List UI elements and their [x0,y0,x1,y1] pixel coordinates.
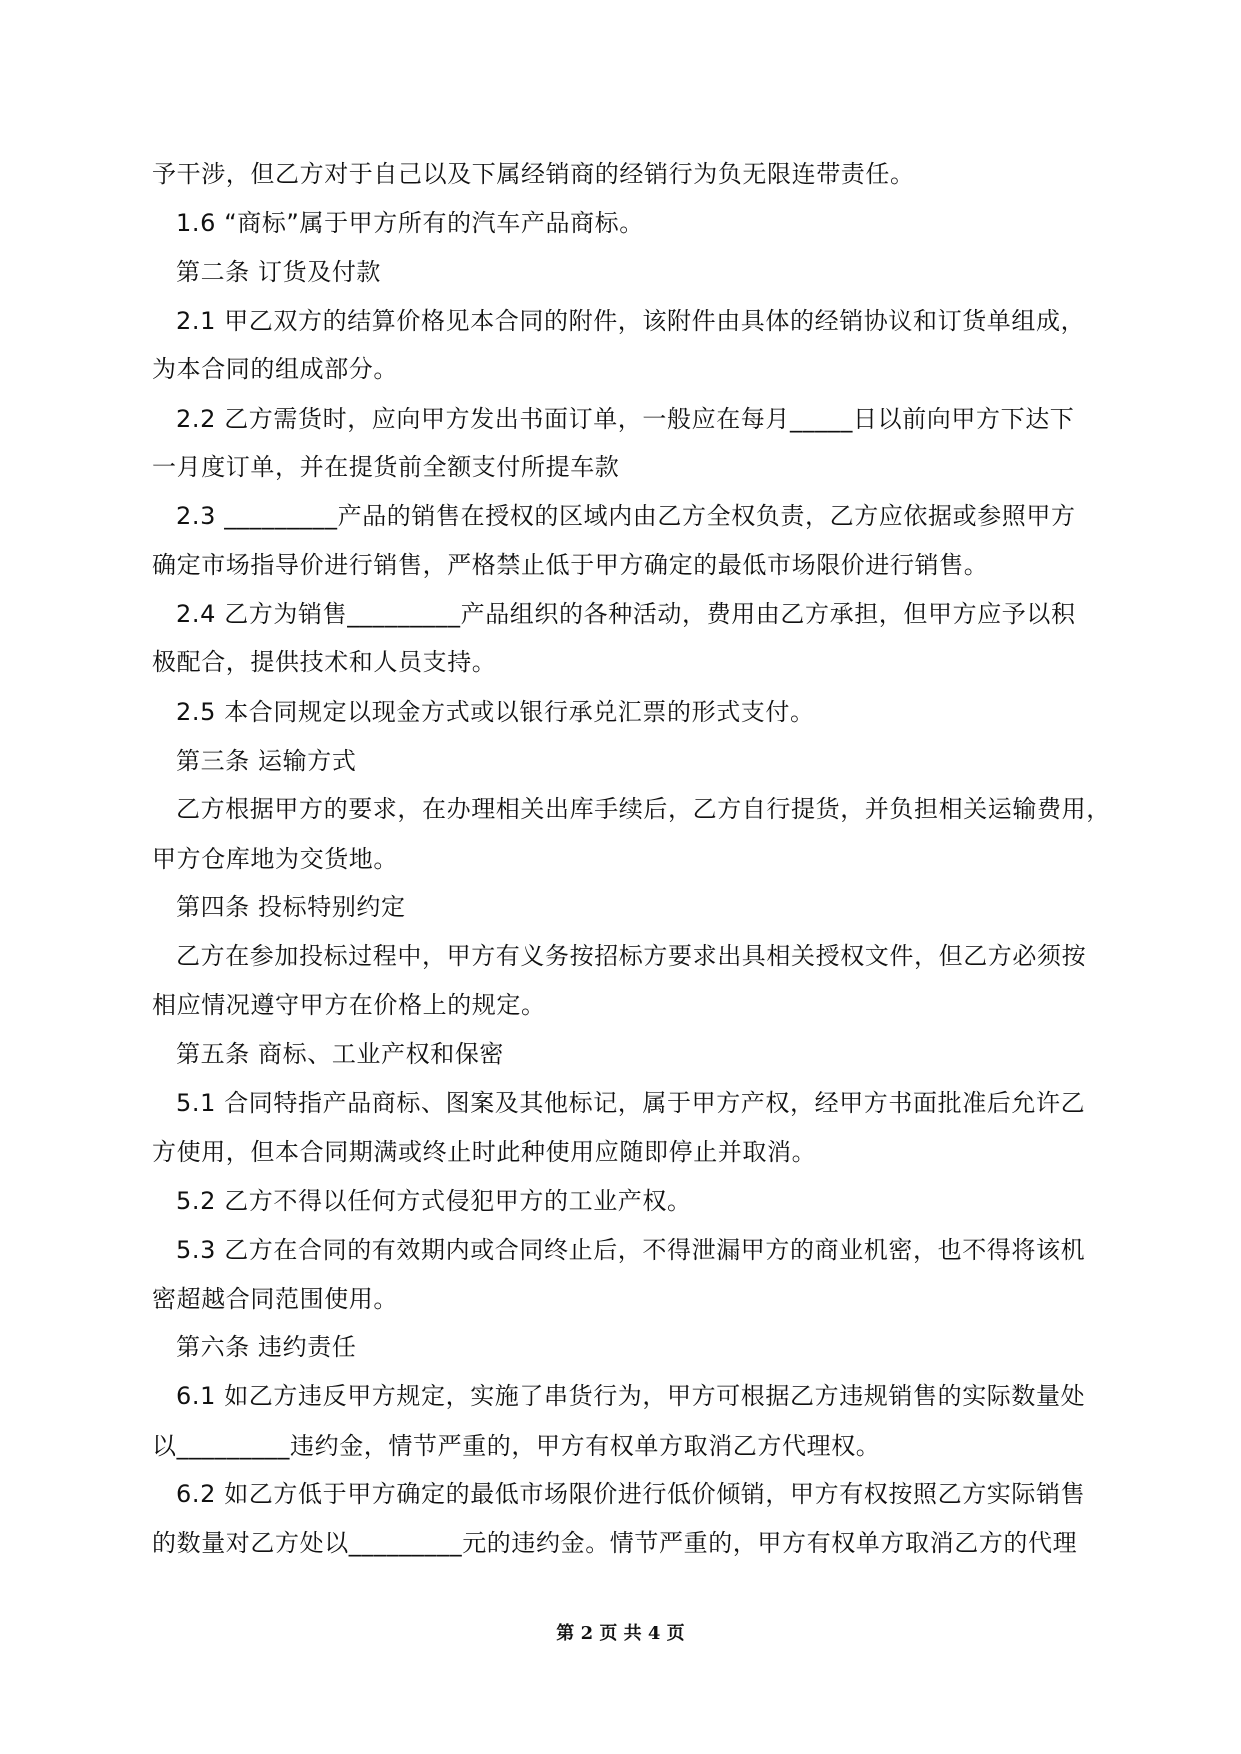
text-line: 乙方在参加投标过程中，甲方有义务按招标方要求出具相关授权文件，但乙方必须按 [176,942,1087,970]
text-line: 为本合同的组成部分。 [152,355,398,383]
text-line: 以_________违约金，情节严重的，甲方有权单方取消乙方代理权。 [152,1432,881,1460]
text-line: 一月度订单，并在提货前全额支付所提车款 [152,453,620,481]
text-line: 方使用，但本合同期满或终止时此种使用应随即停止并取消。 [152,1138,817,1166]
text-line: 密超越合同范围使用。 [152,1285,398,1313]
text-line: 5.3 乙方在合同的有效期内或合同终止后，不得泄漏甲方的商业机密，也不得将该机 [176,1236,1086,1264]
text-line: 6.1 如乙方违反甲方规定，实施了串货行为，甲方可根据乙方违规销售的实际数量处 [176,1382,1086,1410]
text-line: 2.1 甲乙双方的结算价格见本合同的附件，该附件由具体的经销协议和订货单组成， [176,307,1086,335]
text-line: 2.4 乙方为销售_________产品组织的各种活动，费用由乙方承担，但甲方应予以积 [176,600,1076,628]
text-line: 2.2 乙方需货时，应向甲方发出书面订单，一般应在每月_____日以前向甲方下达下 [176,405,1075,433]
section-heading: 第五条 商标、工业产权和保密 [176,1040,505,1068]
text-line: 1.6 “商标”属于甲方所有的汽车产品商标。 [176,209,644,237]
section-heading: 第六条 违约责任 [176,1333,357,1361]
text-line: 予干涉，但乙方对于自己以及下属经销商的经销行为负无限连带责任。 [152,160,915,188]
section-heading: 第三条 运输方式 [176,747,357,775]
text-line: 相应情况遵守甲方在价格上的规定。 [152,991,546,1019]
text-line: 的数量对乙方处以_________元的违约金。情节严重的，甲方有权单方取消乙方的代理 [152,1529,1078,1557]
text-line: 确定市场指导价进行销售，严格禁止低于甲方确定的最低市场限价进行销售。 [152,551,989,579]
section-heading: 第四条 投标特别约定 [176,893,406,921]
text-line: 2.5 本合同规定以现金方式或以银行承兑汇票的形式支付。 [176,698,815,726]
text-line: 乙方根据甲方的要求，在办理相关出库手续后，乙方自行提货，并负担相关运输费用， [176,795,1111,823]
text-line: 5.2 乙方不得以任何方式侵犯甲方的工业产权。 [176,1187,692,1215]
section-heading: 第二条 订货及付款 [176,258,382,286]
text-line: 6.2 如乙方低于甲方确定的最低市场限价进行低价倾销，甲方有权按照乙方实际销售 [176,1480,1086,1508]
page-number-footer: 第 2 页 共 4 页 [556,1623,685,1644]
text-line: 5.1 合同特指产品商标、图案及其他标记，属于甲方产权，经甲方书面批准后允许乙 [176,1089,1086,1117]
text-line: 2.3 _________产品的销售在授权的区域内由乙方全权负责，乙方应依据或参照甲方 [176,502,1076,530]
text-line: 极配合，提供技术和人员支持。 [152,648,497,676]
text-line: 甲方仓库地为交货地。 [152,845,398,873]
